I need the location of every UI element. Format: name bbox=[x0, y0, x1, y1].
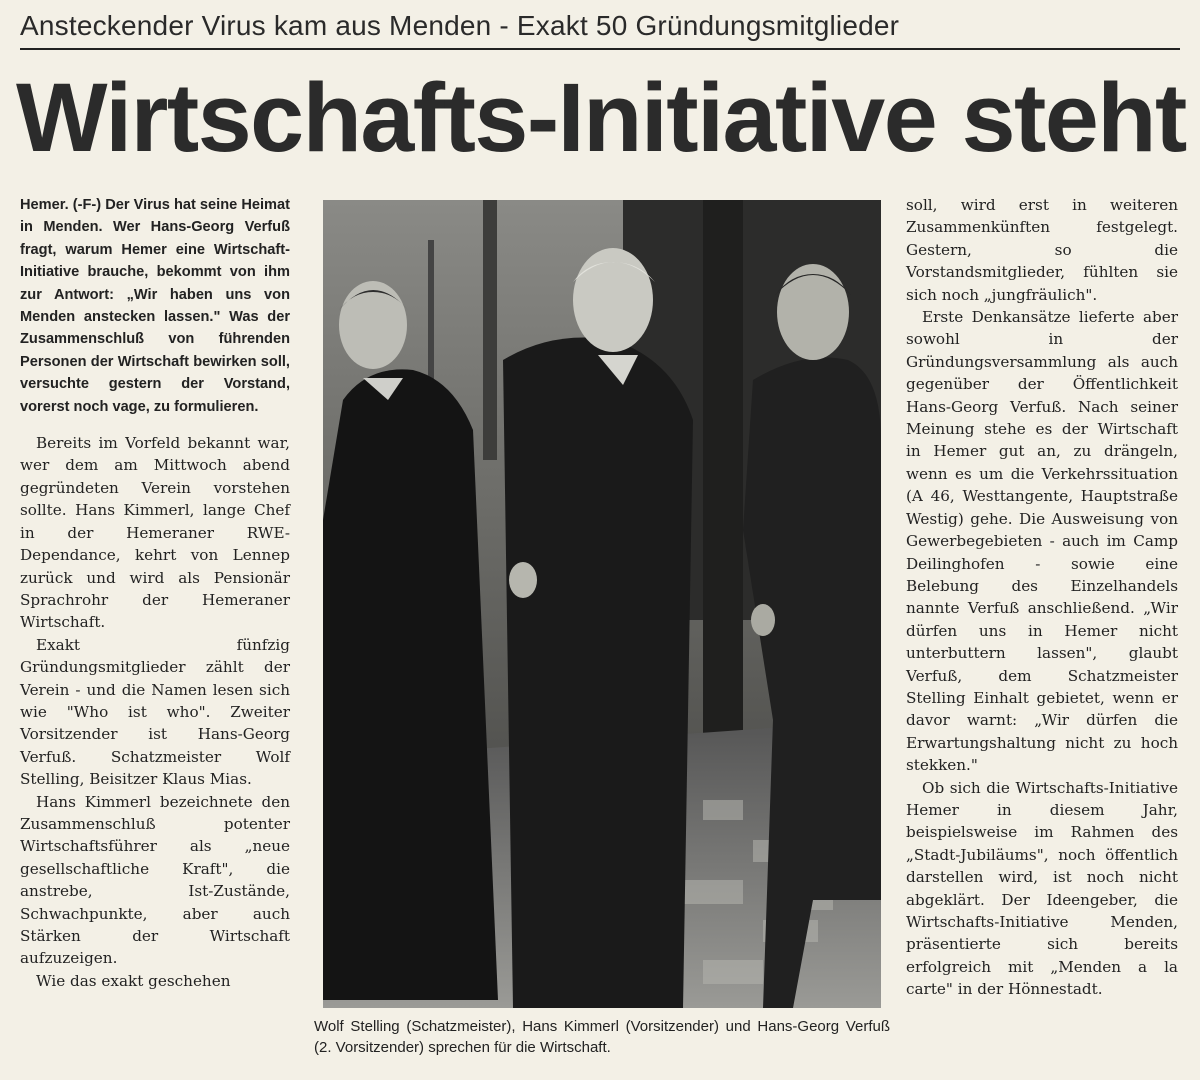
photo-caption: Wolf Stelling (Schatzmeister), Hans Kimmerl (Vorsitzender) und Hans-Georg Verfuß (2. Vorsitzender) sprechen für die Wirtschaft. bbox=[314, 1018, 890, 1056]
paragraph: Erste Denkansätze lieferte aber sowohl in der Gründungsversammlung als auch gegenüber der Öffentlichkeit Hans-Georg Verfuß. Nach seiner Meinung stehe es der Wirtschaft in Hemer gut an, zu drängeln, wenn es um die Verkehrssituation (A 46, Westtangente, Hauptstraße Westig) gehe. Die Ausweisung von Gewerbegebieten - auch im Camp Deilinghofen - sowie eine Belebung des Einzelhandels nannte Verfuß anschließend. „Wir dürfen uns in Hemer nicht unterbuttern lassen", glaubt Verfuß, dem Schatzmeister Stelling Einhalt gebietet, wenn er davor warnt: „Wir dürfen die Erwartungshaltung nicht zu hoch stekken." bbox=[906, 308, 1178, 775]
dateline: Hemer. (-F-) bbox=[20, 197, 102, 213]
paragraph: Exakt fünfzig Gründungsmitglieder zählt der Verein - und die Namen lesen sich wie "Who ist who". Zweiter Vorsitzender ist Hans-Georg Verfuß. Schatzmeister Wolf Stelling, Beisitzer Klaus Mias. bbox=[20, 635, 290, 789]
paragraph: Bereits im Vorfeld bekannt war, wer dem am Mittwoch abend gegründeten Verein vorstehen sollte. Hans Kimmerl, lange Chef in der Hemeraner RWE-Dependance, kehrt von Lennep zurück und wird als Pensionär Sprachrohr der Hemeraner Wirtschaft. bbox=[20, 434, 290, 632]
article-column-1 bbox=[20, 194, 290, 992]
paragraph: soll, wird erst in weiteren Zusammenkünften festgelegt. Gestern, so die Vorstandsmitglieder, fühlten sie sich noch „jungfräulich". bbox=[906, 196, 1178, 304]
paragraph: Hans Kimmerl bezeichnete den Zusammenschluß potenter Wirtschaftsführer als „neue gesellschaftliche Kraft", die anstrebe, Ist-Zustände, Schwachpunkte, aber auch Stärken der Wirtschaft aufzuzeigen. bbox=[20, 792, 290, 968]
photo-illustration bbox=[323, 200, 881, 1008]
kicker-rule bbox=[20, 48, 1180, 50]
paragraph: Ob sich die Wirtschafts-Initiative Hemer in diesem Jahr, beispielsweise im Rahmen des „Stadt-Jubiläums", noch öffentlich darstellen wird, ist noch nicht abgeklärt. Der Ideengeber, die Wirtschafts-Initiative Menden, präsentierte sich bereits erfolgreich mit „Menden a la carte" in der Hönnestadt. bbox=[906, 778, 1178, 999]
lead-text: Der Virus hat seine Heimat in Menden. Wer Hans-Georg Verfuß fragt, warum Hemer eine Wirtschaft-Initiative brauche, bekommt von ihm zur Antwort: „Wir haben uns von Menden anstecken lassen." Was der Zusammenschluß von führenden Personen der Wirtschaft bewirken soll, versuchte gestern der Vorstand, vorerst noch vage, zu formulieren. bbox=[20, 197, 290, 415]
paragraph: Wie das exakt geschehen bbox=[36, 971, 231, 990]
kicker-line: Ansteckender Virus kam aus Menden - Exakt 50 Gründungsmitglieder bbox=[20, 10, 900, 41]
headline: Wirtschafts-Initiative steht bbox=[16, 63, 1186, 172]
article-column-3 bbox=[906, 194, 1178, 1001]
photo-three-men bbox=[323, 200, 881, 1008]
lead-paragraph bbox=[20, 194, 290, 418]
